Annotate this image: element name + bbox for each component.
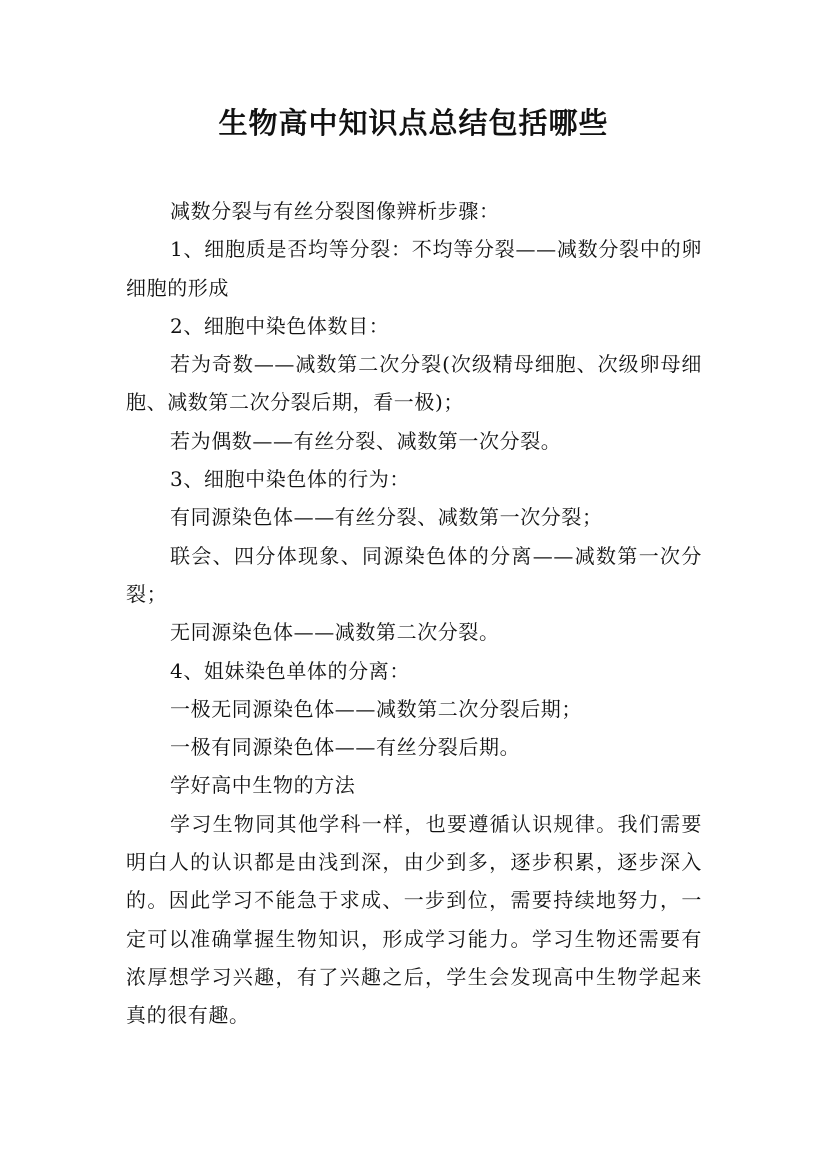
paragraph: 3、细胞中染色体的行为：	[170, 467, 410, 492]
paragraph: 一极无同源染色体——减数第二次分裂后期；	[170, 696, 582, 721]
paragraph: 一极有同源染色体——有丝分裂后期。	[170, 735, 521, 760]
section-heading: 学好高中生物的方法	[170, 773, 356, 798]
paragraph: 有同源染色体——有丝分裂、减数第一次分裂；	[170, 505, 603, 530]
paragraph: 无同源染色体——减数第二次分裂。	[170, 620, 500, 645]
paragraph: 学习生物同其他学科一样，也要遵循认识规律。我们需要明白人的认识都是由浅到深，由少到多，逐步积累，逐步深入的。因此学习不能急于求成、一步到位，需要持续地努力，一定可以准确掌握生物知识，形成学习能力。学习生物还需要有浓厚想学习兴趣，有了兴趣之后，学生会发现高中生物学起来真的很有趣。	[126, 811, 702, 1028]
paragraph: 4、姐妹染色单体的分离：	[170, 658, 410, 683]
paragraph: 减数分裂与有丝分裂图像辨析步骤：	[170, 199, 500, 223]
document-body	[126, 192, 702, 1035]
paragraph: 若为奇数——减数第二次分裂(次级精母细胞、次级卵母细胞、减数第二次分裂后期，看一极)；	[126, 352, 702, 415]
paragraph: 联会、四分体现象、同源染色体的分离——减数第一次分裂；	[126, 543, 702, 606]
paragraph: 1、细胞质是否均等分裂：不均等分裂——减数分裂中的卵细胞的形成	[126, 237, 702, 300]
document-title: 生物高中知识点总结包括哪些	[218, 106, 609, 140]
paragraph: 2、细胞中染色体数目：	[170, 313, 390, 338]
paragraph: 若为偶数——有丝分裂、减数第一次分裂。	[170, 428, 562, 453]
